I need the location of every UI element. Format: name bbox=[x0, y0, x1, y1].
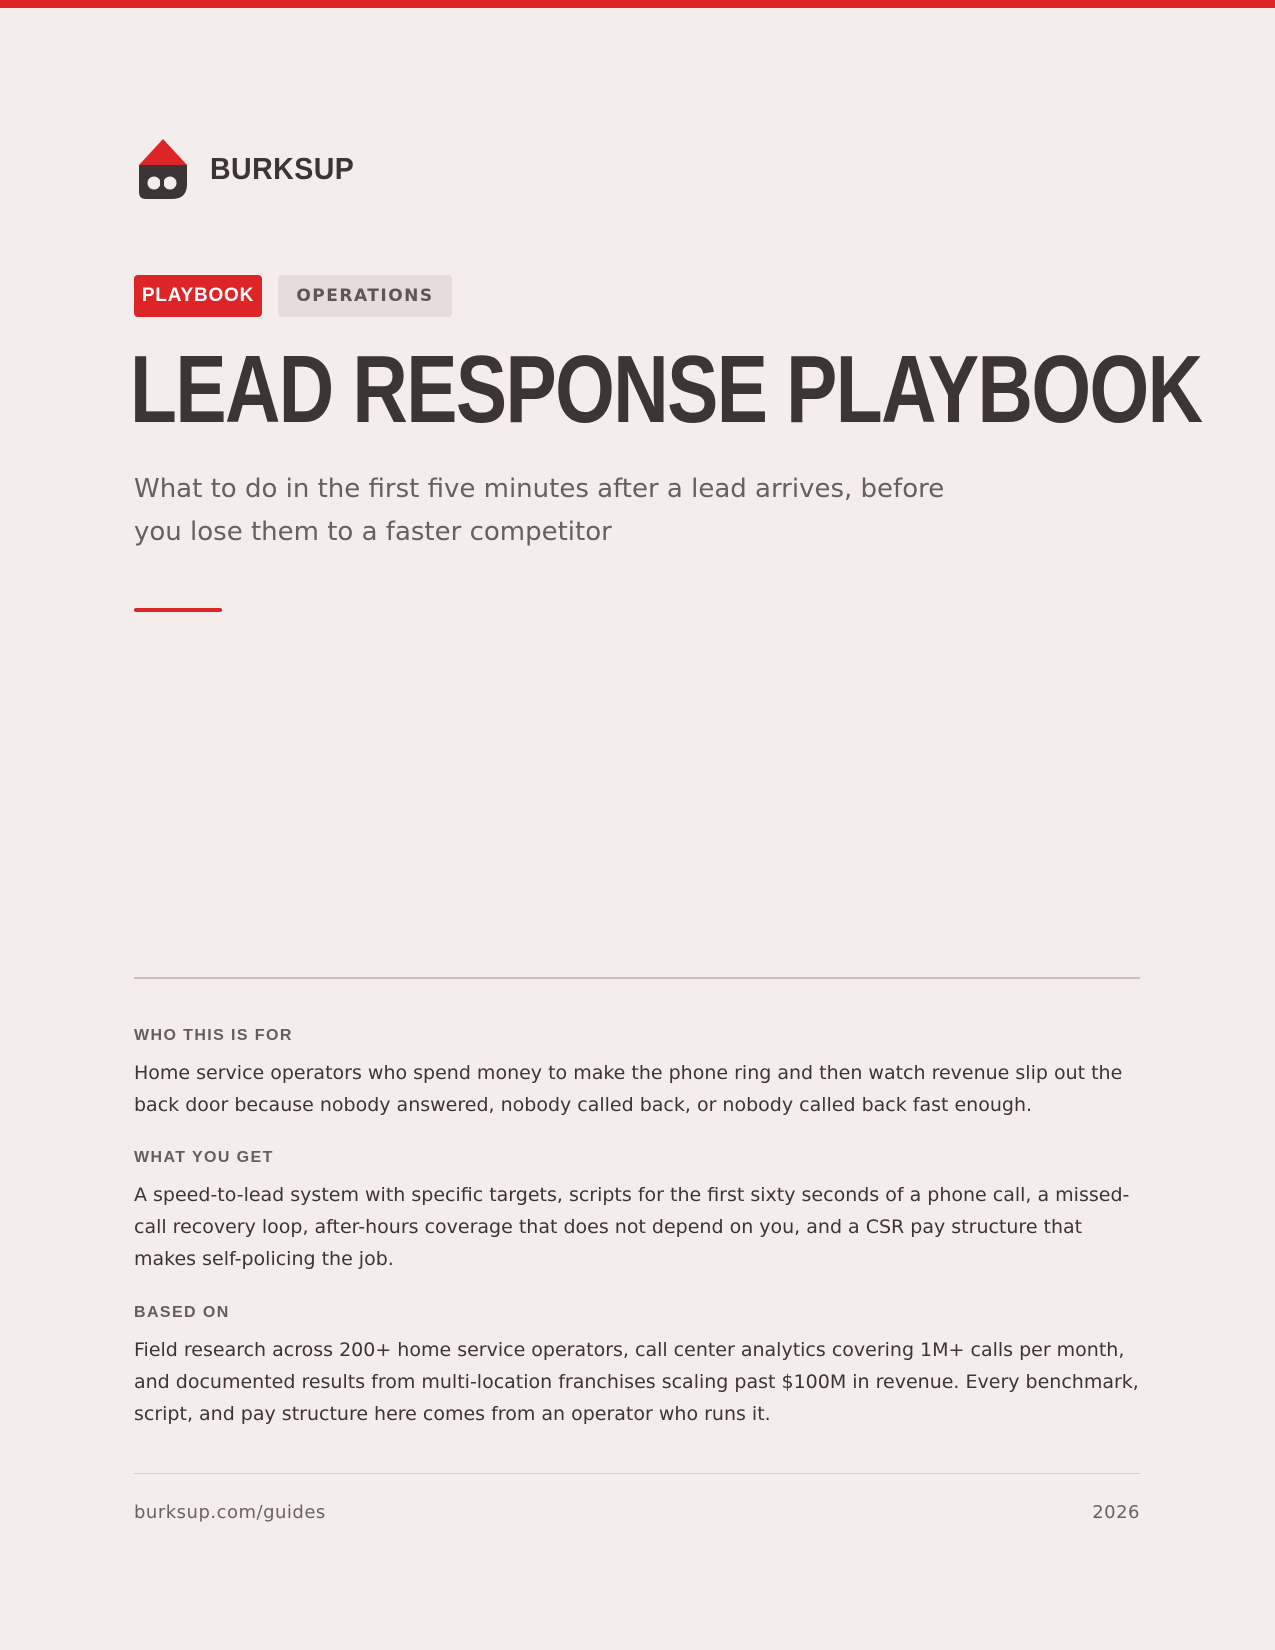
page-title: LEAD RESPONSE PLAYBOOK bbox=[130, 336, 1202, 443]
tag-row bbox=[134, 275, 452, 317]
footer-divider bbox=[134, 1473, 1140, 1474]
burksup-logo-icon bbox=[134, 136, 192, 202]
operations-tag: OPERATIONS bbox=[278, 275, 452, 317]
based-label: BASED ON bbox=[134, 1304, 230, 1321]
footer-year: 2026 bbox=[1092, 1502, 1140, 1523]
who-label: WHO THIS IS FOR bbox=[134, 1027, 293, 1044]
based-text: Field research across 200+ home service operators, call center analytics covering 1M+ calls per month, and documented results from multi-location franchises scaling past $100M in revenue. Every benchmark, script, and pay structure here comes from an operator who runs it. bbox=[134, 1339, 1139, 1425]
based-section bbox=[134, 1303, 1140, 1430]
section-divider bbox=[134, 977, 1140, 979]
brand-header bbox=[134, 136, 367, 202]
who-text: Home service operators who spend money to make the phone ring and then watch revenue slip out the back door because nobody answered, nobody called back, or nobody called back fast enough. bbox=[134, 1062, 1123, 1116]
page-subtitle: What to do in the first five minutes after a lead arrives, before you lose them to a faster competitor bbox=[134, 474, 945, 547]
playbook-tag: PLAYBOOK bbox=[134, 275, 262, 317]
footer-url-link[interactable]: burksup.com/guides bbox=[134, 1502, 326, 1523]
what-text: A speed-to-lead system with specific targets, scripts for the first sixty seconds of a phone call, a missed-call recovery loop, after-hours coverage that does not depend on you, and a CSR pay structure that makes self-policing the job. bbox=[134, 1184, 1130, 1270]
what-section bbox=[134, 1148, 1140, 1275]
who-section bbox=[134, 1026, 1140, 1121]
accent-divider bbox=[134, 608, 222, 612]
brand-name: BURKSUP bbox=[210, 151, 355, 186]
top-accent-bar bbox=[0, 0, 1275, 8]
what-label: WHAT YOU GET bbox=[134, 1149, 274, 1166]
